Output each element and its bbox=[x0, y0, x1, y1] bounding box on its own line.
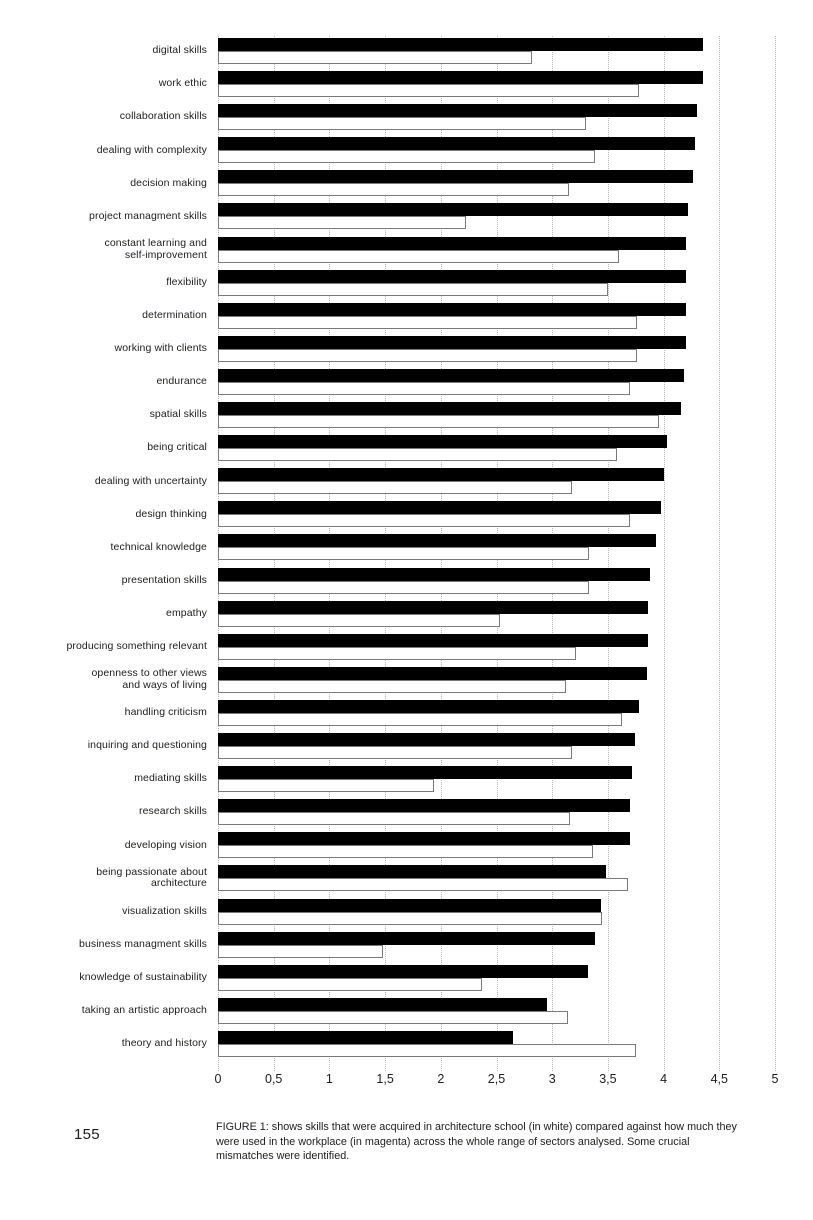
category-label-line: flexibility bbox=[166, 275, 207, 288]
bar-school bbox=[218, 150, 595, 163]
category-label bbox=[17, 806, 207, 818]
bar-row bbox=[218, 733, 775, 760]
bar-row bbox=[218, 71, 775, 98]
bar-workplace bbox=[218, 799, 630, 812]
bar-workplace bbox=[218, 137, 695, 150]
category-label bbox=[17, 111, 207, 123]
bar-workplace bbox=[218, 270, 686, 283]
category-label-line: working with clients bbox=[114, 342, 207, 355]
bar-workplace bbox=[218, 501, 661, 514]
category-label bbox=[17, 608, 207, 620]
category-label-line: technical knowledge bbox=[110, 540, 207, 553]
bar-row bbox=[218, 965, 775, 992]
x-tick-label: 3 bbox=[548, 1072, 556, 1086]
bar-workplace bbox=[218, 832, 630, 845]
bar-school bbox=[218, 349, 637, 362]
bar-school bbox=[218, 878, 628, 891]
x-tick-label: 4 bbox=[660, 1072, 668, 1086]
bar-school bbox=[218, 51, 532, 64]
category-label-line: business managment skills bbox=[79, 937, 207, 950]
bar-school bbox=[218, 382, 630, 395]
bar-row bbox=[218, 700, 775, 727]
bar-school bbox=[218, 514, 630, 527]
bar-row bbox=[218, 237, 775, 264]
bar-workplace bbox=[218, 369, 684, 382]
x-tick-label: 3,5 bbox=[599, 1072, 617, 1086]
bar-school bbox=[218, 812, 570, 825]
bar-row bbox=[218, 667, 775, 694]
bar-school bbox=[218, 250, 619, 263]
x-tick-label: 5 bbox=[771, 1072, 779, 1086]
category-label-line: empathy bbox=[166, 606, 207, 619]
bar-row bbox=[218, 336, 775, 363]
bar-school bbox=[218, 415, 659, 428]
x-tick-label: 4,5 bbox=[710, 1072, 728, 1086]
bar-school bbox=[218, 978, 482, 991]
gridline bbox=[775, 36, 776, 1071]
bar-row bbox=[218, 402, 775, 429]
bar-school bbox=[218, 746, 572, 759]
category-label bbox=[17, 1005, 207, 1017]
bar-school bbox=[218, 1011, 568, 1024]
category-label bbox=[17, 740, 207, 752]
bar-school bbox=[218, 481, 572, 494]
bar-row bbox=[218, 104, 775, 131]
bar-workplace bbox=[218, 534, 656, 547]
bar-workplace bbox=[218, 601, 648, 614]
bar-school bbox=[218, 547, 589, 560]
category-label-line: work ethic bbox=[158, 77, 207, 90]
bar-workplace bbox=[218, 303, 686, 316]
category-label bbox=[17, 906, 207, 918]
bar-school bbox=[218, 316, 637, 329]
bar-workplace bbox=[218, 336, 686, 349]
bar-school bbox=[218, 1044, 636, 1057]
x-tick-label: 0 bbox=[214, 1072, 222, 1086]
page-number: 155 bbox=[74, 1126, 100, 1143]
bar-row bbox=[218, 203, 775, 230]
category-label-line: and ways of living bbox=[122, 678, 207, 691]
bar-school bbox=[218, 283, 608, 296]
bar-workplace bbox=[218, 865, 606, 878]
bar-workplace bbox=[218, 667, 647, 680]
category-label bbox=[17, 376, 207, 388]
plot-region bbox=[218, 36, 775, 1062]
category-label-line: architecture bbox=[150, 877, 207, 890]
bar-rows bbox=[218, 36, 775, 1062]
bar-workplace bbox=[218, 402, 681, 415]
bar-workplace bbox=[218, 104, 697, 117]
category-label bbox=[17, 211, 207, 223]
category-label bbox=[17, 277, 207, 289]
category-label-line: inquiring and questioning bbox=[87, 739, 207, 752]
figure-footer bbox=[0, 1112, 813, 1212]
bar-school bbox=[218, 614, 500, 627]
x-tick-label: 1,5 bbox=[376, 1072, 394, 1086]
category-label-line: determination bbox=[142, 309, 207, 322]
bar-row bbox=[218, 435, 775, 462]
bar-row bbox=[218, 137, 775, 164]
category-label-line: presentation skills bbox=[121, 573, 207, 586]
category-label bbox=[17, 476, 207, 488]
bar-school bbox=[218, 448, 617, 461]
category-label-line: constant learning and bbox=[104, 237, 207, 250]
category-label-line: being critical bbox=[147, 441, 207, 454]
bar-school bbox=[218, 779, 434, 792]
bar-workplace bbox=[218, 932, 595, 945]
category-label-line: dealing with complexity bbox=[96, 143, 207, 156]
category-label-line: endurance bbox=[156, 375, 207, 388]
bar-row bbox=[218, 270, 775, 297]
category-label bbox=[17, 867, 207, 890]
bar-school bbox=[218, 216, 466, 229]
bar-school bbox=[218, 183, 569, 196]
bar-workplace bbox=[218, 203, 688, 216]
category-label-line: handling criticism bbox=[124, 706, 207, 719]
category-label bbox=[17, 145, 207, 157]
bar-workplace bbox=[218, 634, 648, 647]
bar-school bbox=[218, 647, 576, 660]
x-tick-label: 1 bbox=[325, 1072, 333, 1086]
category-label bbox=[17, 641, 207, 653]
bar-workplace bbox=[218, 435, 667, 448]
x-tick-label: 2 bbox=[437, 1072, 445, 1086]
bar-workplace bbox=[218, 998, 547, 1011]
bar-school bbox=[218, 84, 639, 97]
bar-school bbox=[218, 117, 586, 130]
category-label-line: being passionate about bbox=[96, 865, 207, 878]
bar-workplace bbox=[218, 468, 664, 481]
category-label bbox=[17, 78, 207, 90]
bar-row bbox=[218, 369, 775, 396]
category-label-line: knowledge of sustainability bbox=[79, 970, 207, 983]
bar-workplace bbox=[218, 237, 686, 250]
bar-workplace bbox=[218, 71, 703, 84]
category-label bbox=[17, 773, 207, 785]
bar-row bbox=[218, 501, 775, 528]
category-label-line: spatial skills bbox=[149, 408, 207, 421]
bar-school bbox=[218, 680, 566, 693]
bar-row bbox=[218, 303, 775, 330]
category-label bbox=[17, 707, 207, 719]
bar-workplace bbox=[218, 899, 601, 912]
bar-workplace bbox=[218, 733, 635, 746]
bar-school bbox=[218, 713, 622, 726]
bar-row bbox=[218, 38, 775, 65]
category-label bbox=[17, 343, 207, 355]
bar-workplace bbox=[218, 1031, 513, 1044]
category-label-line: project managment skills bbox=[89, 209, 207, 222]
category-label-line: developing vision bbox=[124, 838, 207, 851]
bar-workplace bbox=[218, 170, 693, 183]
category-label bbox=[17, 509, 207, 521]
category-label bbox=[17, 442, 207, 454]
bar-school bbox=[218, 912, 602, 925]
category-label bbox=[17, 45, 207, 57]
category-label-line: dealing with uncertainty bbox=[94, 474, 207, 487]
bar-row bbox=[218, 899, 775, 926]
category-label-line: visualization skills bbox=[122, 904, 207, 917]
bar-row bbox=[218, 1031, 775, 1058]
bar-row bbox=[218, 865, 775, 892]
bar-row bbox=[218, 799, 775, 826]
category-label-line: producing something relevant bbox=[66, 639, 207, 652]
category-label-line: taking an artistic approach bbox=[81, 1004, 207, 1017]
category-label-line: design thinking bbox=[135, 507, 207, 520]
bar-row bbox=[218, 998, 775, 1025]
category-label bbox=[17, 178, 207, 190]
bar-row bbox=[218, 170, 775, 197]
bar-school bbox=[218, 581, 589, 594]
category-label bbox=[17, 409, 207, 421]
bar-row bbox=[218, 568, 775, 595]
category-label bbox=[17, 575, 207, 587]
bar-school bbox=[218, 845, 593, 858]
bar-workplace bbox=[218, 568, 650, 581]
category-label-line: decision making bbox=[130, 176, 207, 189]
bar-workplace bbox=[218, 965, 588, 978]
bar-row bbox=[218, 932, 775, 959]
figure-caption: FIGURE 1: shows skills that were acquired in architecture school (in white) compared against how much they were used in the workplace (in magenta) across the whole range of sectors analysed. Some crucial mismatches were identified. bbox=[216, 1121, 737, 1163]
category-label-line: self-improvement bbox=[124, 248, 207, 261]
bar-row bbox=[218, 534, 775, 561]
bar-row bbox=[218, 634, 775, 661]
bar-row bbox=[218, 766, 775, 793]
category-label bbox=[17, 840, 207, 852]
category-label-line: digital skills bbox=[152, 44, 207, 57]
bar-workplace bbox=[218, 700, 639, 713]
x-tick-label: 0,5 bbox=[264, 1072, 283, 1086]
category-label bbox=[17, 1038, 207, 1050]
category-label-line: theory and history bbox=[121, 1037, 207, 1050]
bar-row bbox=[218, 468, 775, 495]
category-label bbox=[17, 972, 207, 984]
category-label-line: mediating skills bbox=[134, 772, 207, 785]
bar-school bbox=[218, 945, 383, 958]
category-label-line: openness to other views bbox=[91, 667, 207, 680]
bar-workplace bbox=[218, 766, 632, 779]
x-axis-tick-labels bbox=[214, 1072, 779, 1092]
bar-row bbox=[218, 601, 775, 628]
category-label bbox=[17, 238, 207, 261]
bar-row bbox=[218, 832, 775, 859]
category-label bbox=[17, 542, 207, 554]
category-label-line: research skills bbox=[138, 805, 207, 818]
category-label bbox=[17, 939, 207, 951]
bar-workplace bbox=[218, 38, 703, 51]
x-tick-label: 2,5 bbox=[487, 1072, 506, 1086]
category-label bbox=[17, 668, 207, 691]
category-label bbox=[17, 310, 207, 322]
category-label-line: collaboration skills bbox=[119, 110, 207, 123]
